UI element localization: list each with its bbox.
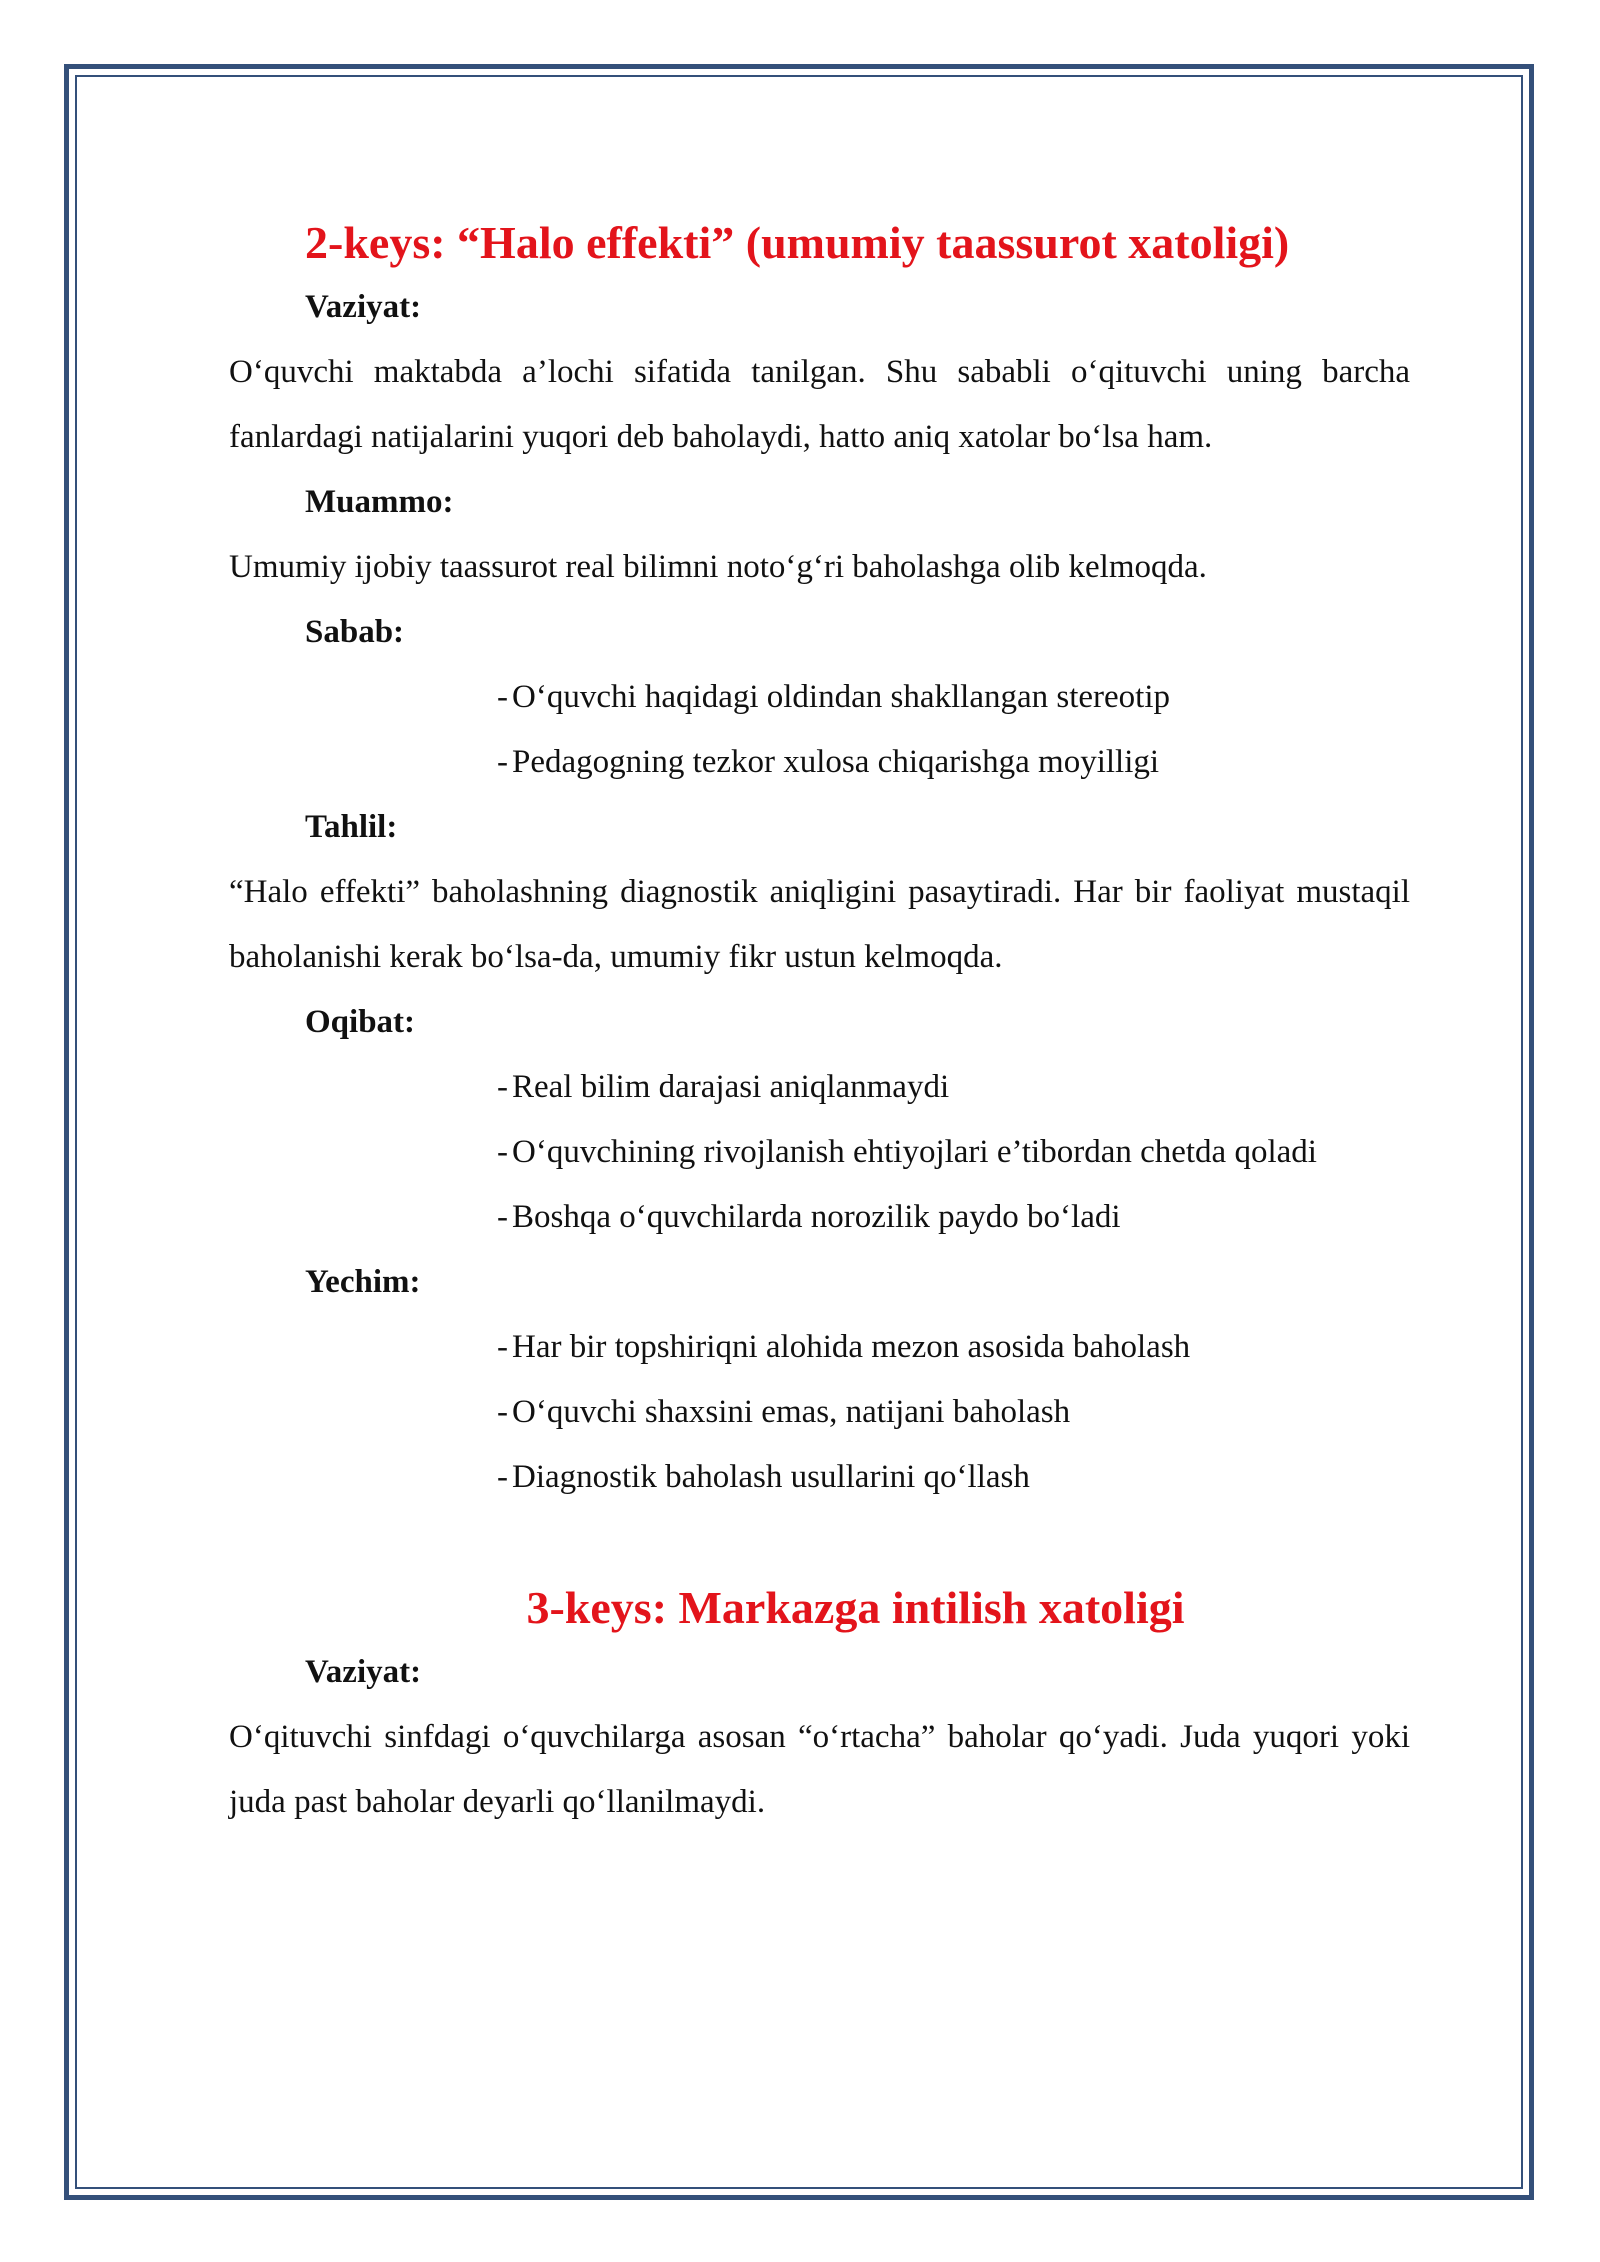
dash-marker: - [497, 1134, 508, 1170]
case2-cause-item: - O‘quvchi haqidagi oldindan shakllangan stereotip [497, 679, 1171, 715]
dash-marker: - [497, 1199, 508, 1235]
case2-cause-label: Sabab: [305, 614, 405, 650]
case2-consequence-item: - Boshqa o‘quvchilarda norozilik paydo bo‘ladi [497, 1199, 1121, 1235]
dash-marker: - [497, 744, 508, 780]
case2-title: 2-keys: “Halo effekti” (umumiy taassurot xatoligi) [305, 217, 1290, 268]
case2-solution-item: - Har bir topshiriqni alohida mezon asosida baholash [497, 1329, 1191, 1365]
dash-marker: - [497, 679, 508, 715]
case3-title: 3-keys: Markazga intilish xatoligi [526, 1582, 1185, 1633]
case2-solution-item: - O‘quvchi shaxsini emas, natijani baholash [497, 1394, 1071, 1430]
case2-consequence-item: - O‘quvchining rivojlanish ehtiyojlari e’tibordan chetda qoladi [497, 1134, 1317, 1170]
document-body [229, 210, 1410, 1835]
case2-consequence-label: Oqibat: [305, 1004, 416, 1040]
case2-analysis-text: “Halo effekti” baholashning diagnostik aniqligini pasaytiradi. Har bir faoliyat mustaqil baholanishi kerak bo‘lsa-da, umumiy fikr ustun kelmoqda. [229, 874, 1410, 975]
case2-problem-label: Muammo: [305, 484, 454, 520]
case2-solution-item: - Diagnostik baholash usullarini qo‘llash [497, 1459, 1030, 1495]
dash-marker: - [497, 1329, 508, 1365]
case2-problem-text: Umumiy ijobiy taassurot real bilimni noto‘g‘ri baholashga olib kelmoqda. [229, 549, 1207, 585]
case3-situation-text: O‘qituvchi sinfdagi o‘quvchilarga asosan “o‘rtacha” baholar qo‘yadi. Juda yuqori yoki juda past baholar deyarli qo‘llanilmaydi. [229, 1719, 1410, 1820]
case2-analysis-label: Tahlil: [305, 809, 398, 845]
case2-situation-label: Vaziyat: [305, 289, 422, 325]
dash-marker: - [497, 1069, 508, 1105]
case2-situation-text: O‘quvchi maktabda a’lochi sifatida tanilgan. Shu sababli o‘qituvchi uning barcha fanlardagi natijalarini yuqori deb baholaydi, hatto aniq xatolar bo‘lsa ham. [229, 354, 1410, 455]
dash-marker: - [497, 1459, 508, 1495]
case2-cause-item: - Pedagogning tezkor xulosa chiqarishga moyilligi [497, 744, 1160, 780]
case2-solution-label: Yechim: [305, 1264, 421, 1300]
case3-situation-label: Vaziyat: [305, 1654, 422, 1690]
case2-consequence-item: - Real bilim darajasi aniqlanmaydi [497, 1069, 950, 1105]
dash-marker: - [497, 1394, 508, 1430]
